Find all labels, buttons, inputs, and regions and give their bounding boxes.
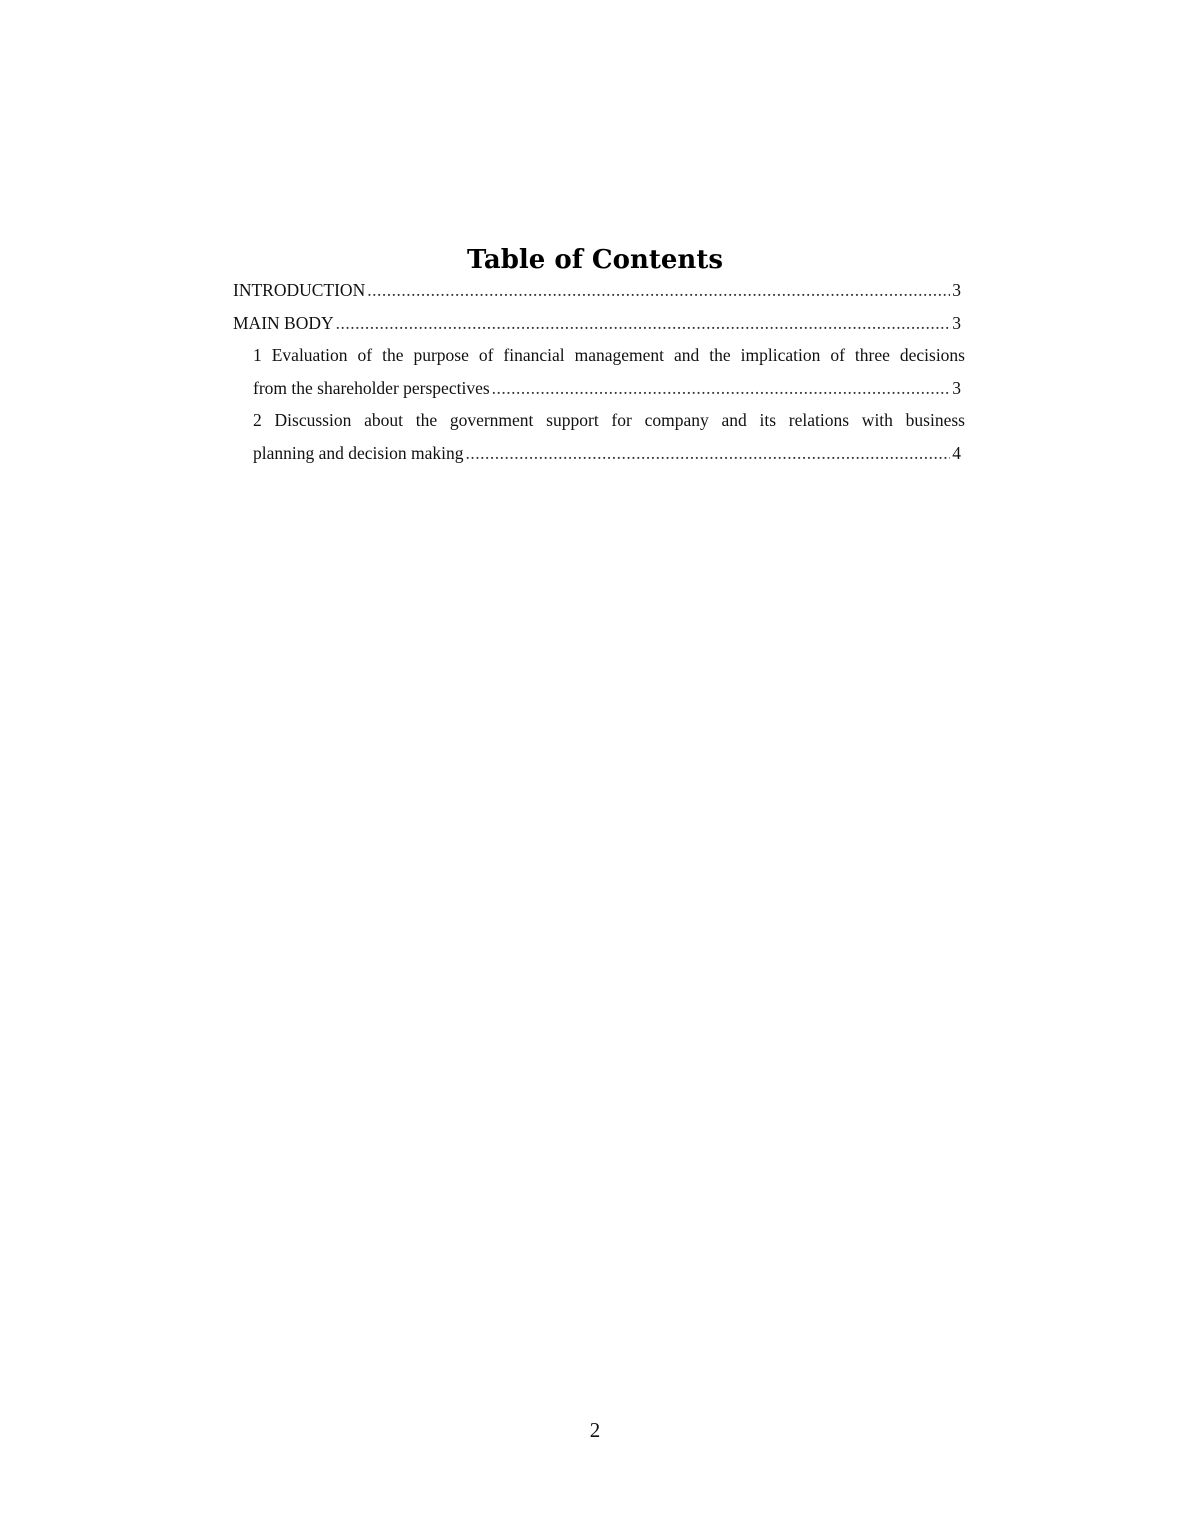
toc-entry-label: INTRODUCTION xyxy=(233,280,366,300)
toc-dot-leader xyxy=(492,372,951,405)
toc-entry-main-body[interactable] xyxy=(233,307,965,340)
toc-dot-leader xyxy=(367,274,950,307)
toc-entry-section-2[interactable] xyxy=(233,404,965,469)
toc-entry-introduction[interactable] xyxy=(233,274,965,307)
toc-entry-label-line2: planning and decision making xyxy=(253,442,464,463)
toc-title: Table of Contents xyxy=(467,245,723,275)
toc-dot-leader xyxy=(336,307,951,340)
toc-page-number: 3 xyxy=(952,312,961,333)
toc-dot-leader xyxy=(465,437,950,470)
toc-page-number: 3 xyxy=(952,280,961,300)
page-number: 2 xyxy=(589,1418,601,1442)
table-of-contents xyxy=(233,274,965,469)
toc-entry-label: MAIN BODY xyxy=(233,312,334,333)
toc-entry-section-1[interactable] xyxy=(233,339,965,404)
toc-entry-label-line1: 1 Evaluation of the purpose of financial management and the implication of three decisions xyxy=(253,345,965,365)
toc-page-number: 3 xyxy=(952,377,961,398)
toc-page-number: 4 xyxy=(952,442,961,463)
toc-entry-label-line1: 2 Discussion about the government support for company and its relations with business xyxy=(253,410,965,430)
toc-entry-label-line2: from the shareholder perspectives xyxy=(253,377,490,398)
